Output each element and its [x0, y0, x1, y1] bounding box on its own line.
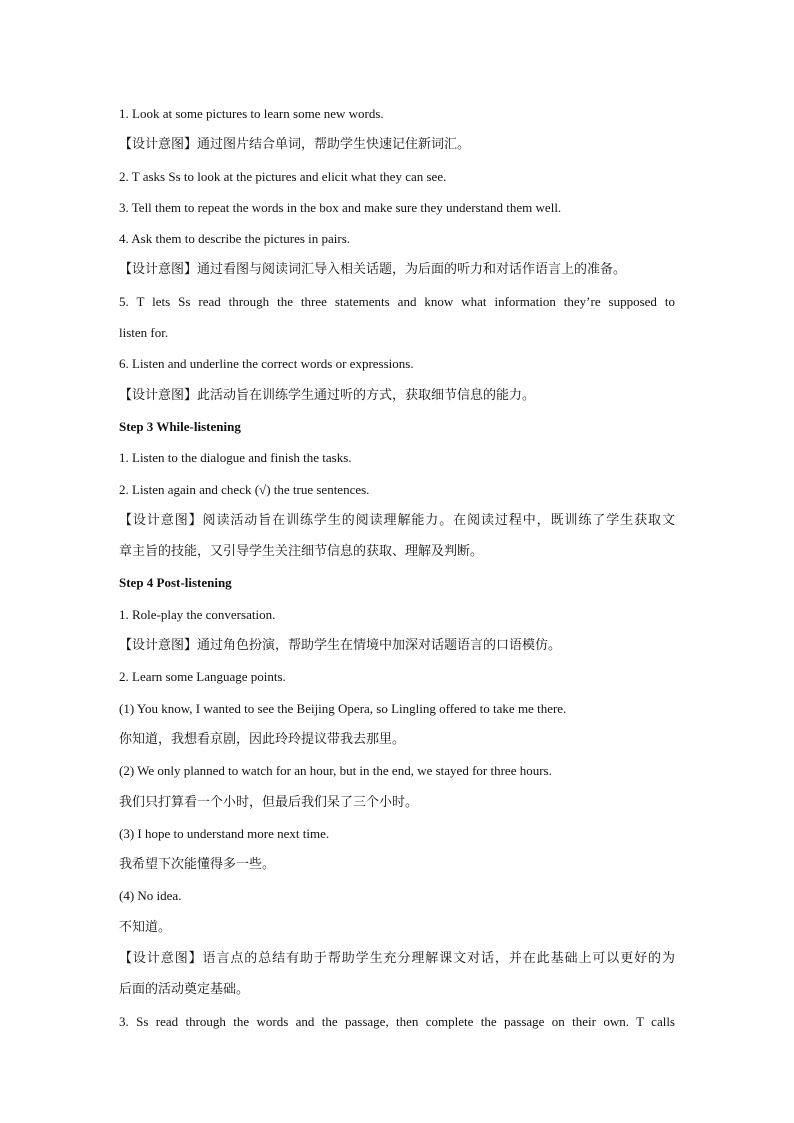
paragraph-line: 【设计意图】此活动旨在训练学生通过听的方式，获取细节信息的能力。 [119, 387, 536, 403]
paragraph-line: 【设计意图】语言点的总结有助于帮助学生充分理解课文对话，并在此基础上可以更好的为 [119, 951, 675, 967]
paragraph-line: 章主旨的技能，又引导学生关注细节信息的获取、理解及判断。 [119, 544, 484, 560]
paragraph-line: 【设计意图】通过角色扮演，帮助学生在情境中加深对话题语言的口语模仿。 [119, 638, 562, 654]
paragraph-line: 4. Ask them to describe the pictures in pairs. [119, 231, 351, 247]
paragraph-line: (1) You know, I wanted to see the Beijing Opera, so Lingling offered to take me there. [119, 700, 567, 716]
paragraph-line: 不知道。 [119, 919, 172, 935]
paragraph-line: 1. Look at some pictures to learn some new words. [119, 106, 384, 121]
paragraph-line: 2. Listen again and check (√) the true sentences. [119, 481, 370, 497]
section-heading: Step 3 While-listening [119, 418, 241, 434]
paragraph-line: 2. Learn some Language points. [119, 669, 286, 685]
paragraph-line: listen for. [119, 325, 169, 341]
paragraph-line: (3) I hope to understand more next time. [119, 825, 330, 841]
paragraph-line: 【设计意图】阅读活动旨在训练学生的阅读理解能力。在阅读过程中，既训练了学生获取文 [119, 512, 675, 528]
paragraph-line: 6. Listen and underline the correct words or expressions. [119, 356, 414, 372]
paragraph-line: 2. T asks Ss to look at the pictures and elicit what they can see. [119, 168, 447, 184]
paragraph-line: (4) No idea. [119, 888, 182, 904]
paragraph-line: 我们只打算看一个小时，但最后我们呆了三个小时。 [119, 794, 419, 810]
paragraph-line: 后面的活动奠定基础。 [119, 982, 250, 998]
paragraph-line: 【设计意图】通过图片结合单词，帮助学生快速记住新词汇。 [119, 137, 471, 153]
document-body [119, 98, 675, 1037]
paragraph-line: 3. Tell them to repeat the words in the box and make sure they understand them well. [119, 199, 562, 215]
paragraph-line: 你知道，我想看京剧，因此玲玲提议带我去那里。 [119, 731, 406, 747]
paragraph-line: 我希望下次能懂得多一些。 [119, 857, 276, 873]
paragraph-line: 1. Listen to the dialogue and finish the tasks. [119, 450, 352, 466]
section-heading: Step 4 Post-listening [119, 575, 232, 591]
paragraph-line: 3. Ss read through the words and the passage, then complete the passage on their own. T calls [119, 1013, 675, 1029]
paragraph-line: 5. T lets Ss read through the three statements and know what information they’re supposed to [119, 293, 675, 309]
paragraph-line: 【设计意图】通过看图与阅读词汇导入相关话题，为后面的听力和对话作语言上的准备。 [119, 262, 627, 278]
paragraph-line: (2) We only planned to watch for an hour, but in the end, we stayed for three hours. [119, 763, 552, 779]
paragraph-line: 1. Role-play the conversation. [119, 606, 276, 622]
